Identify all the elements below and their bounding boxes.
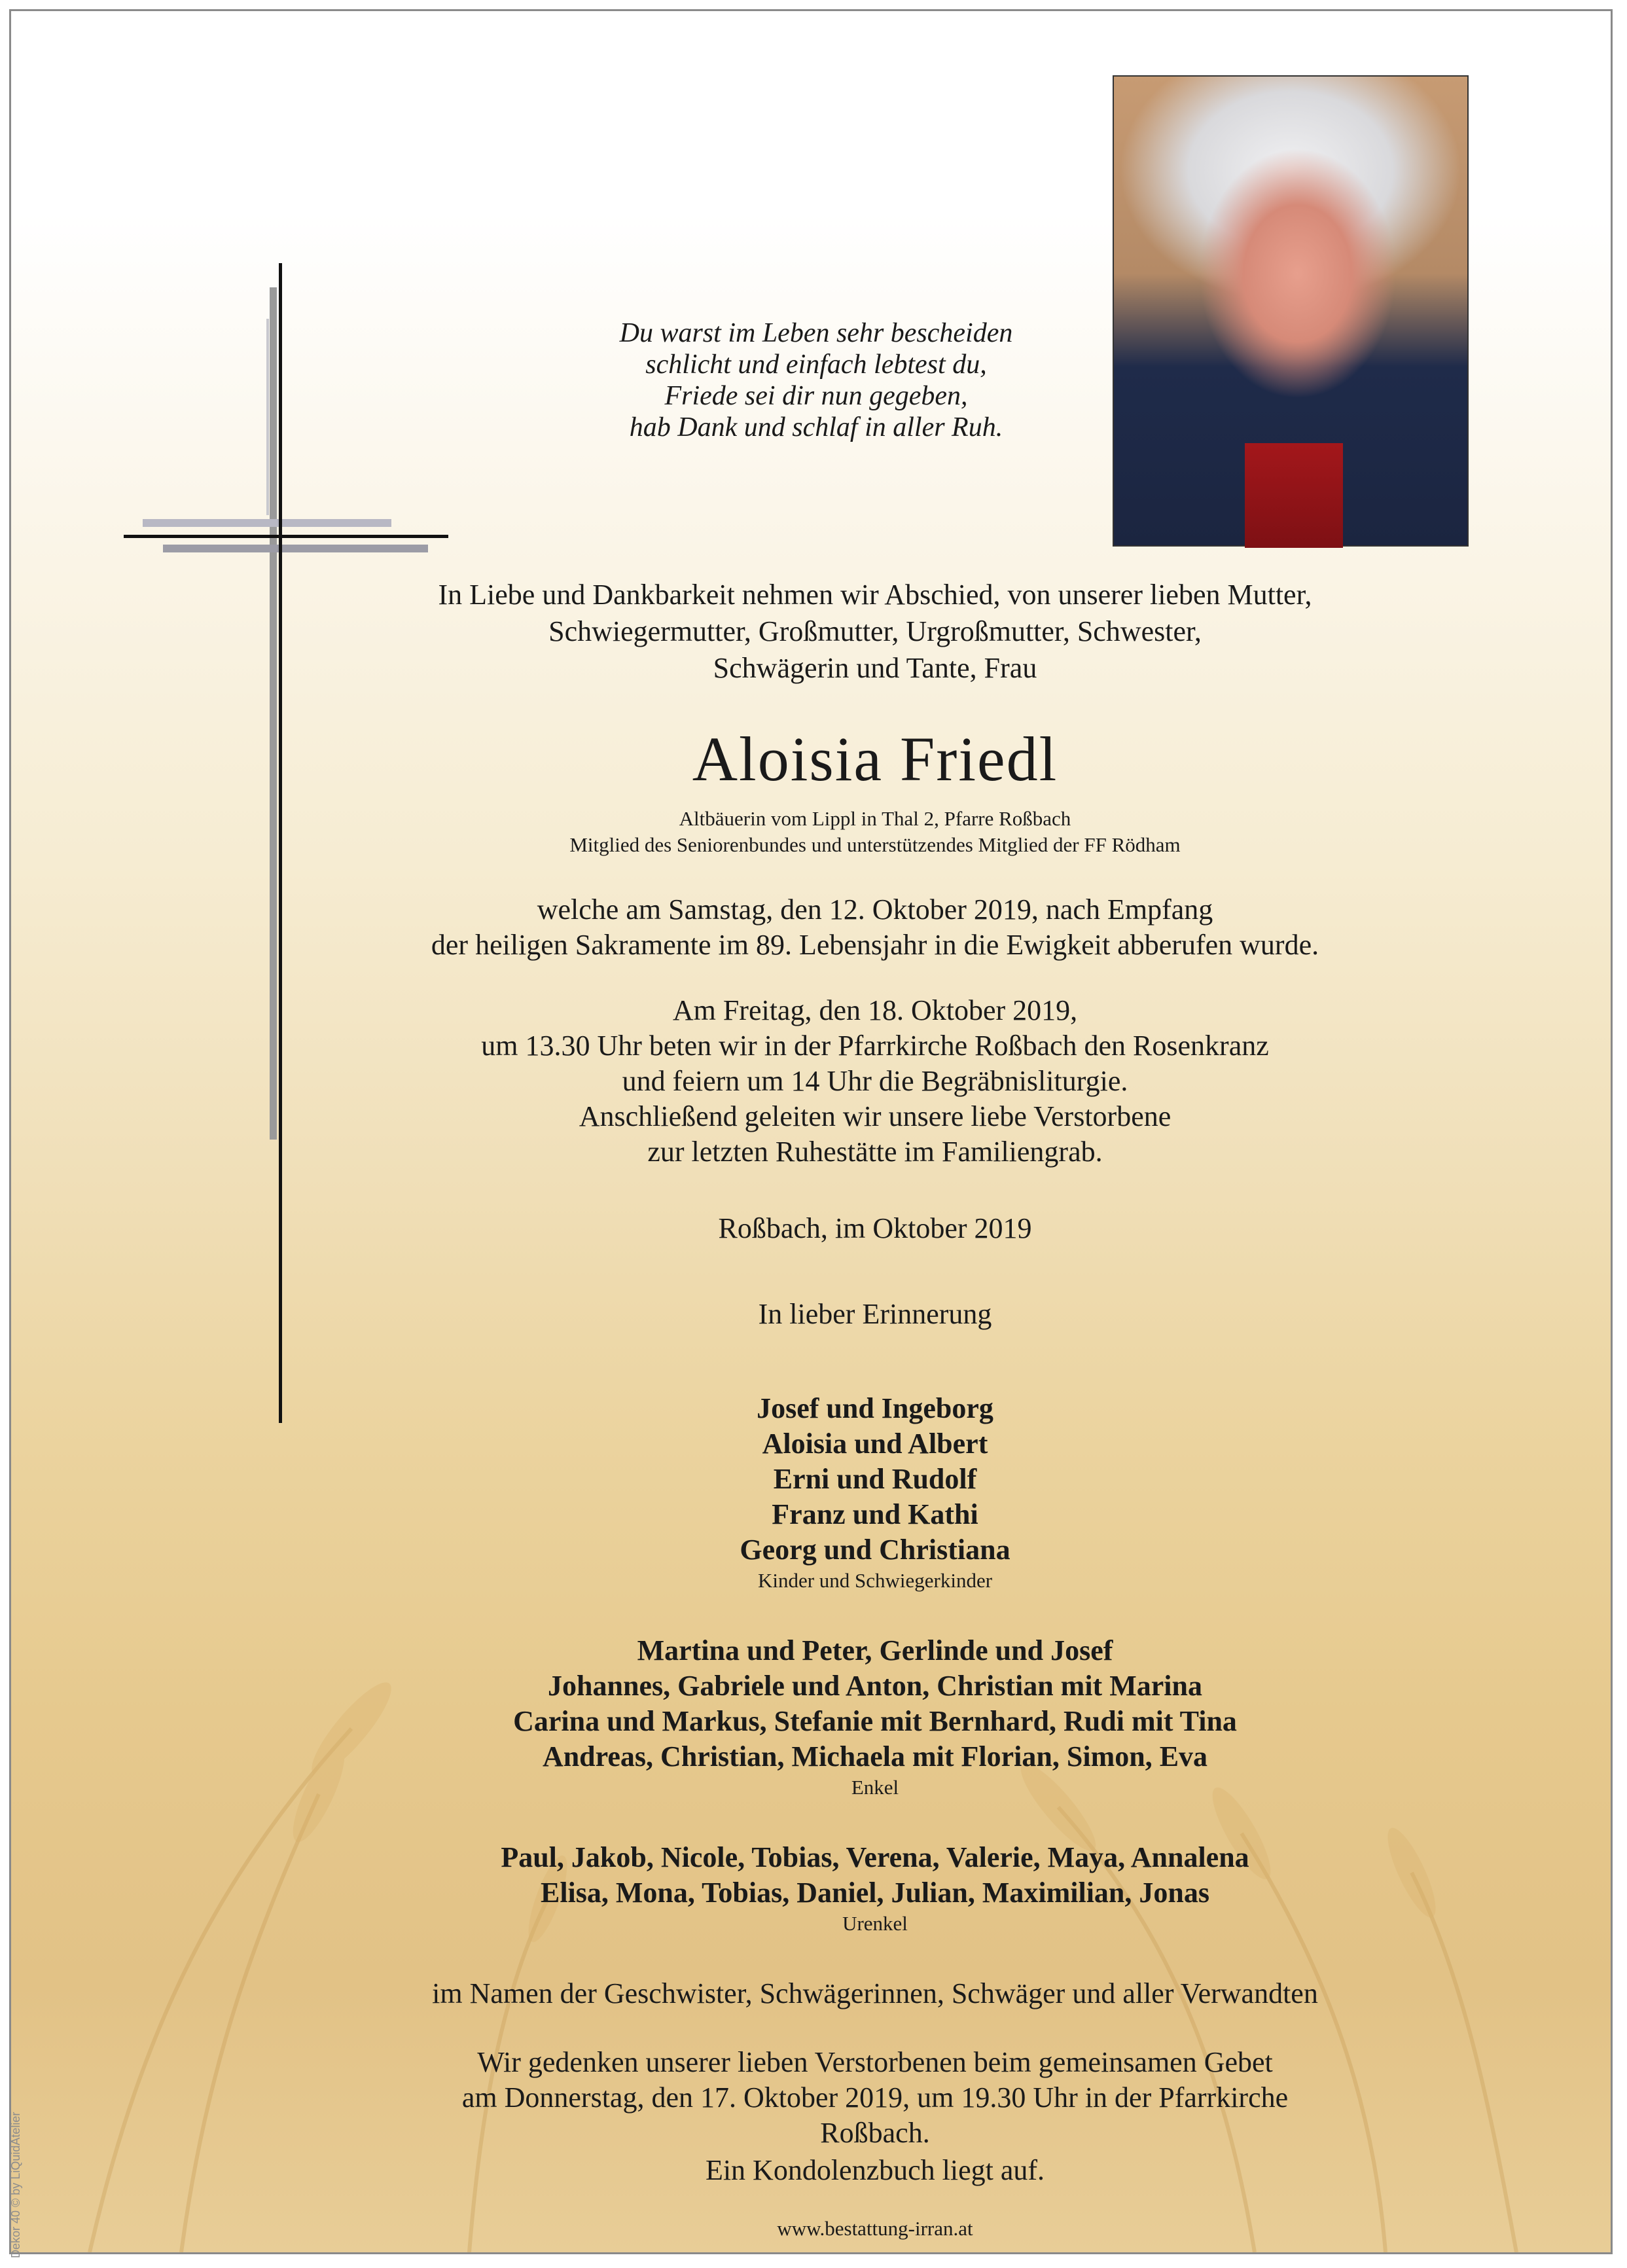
website-link[interactable]: www.bestattung-irran.at: [777, 2217, 973, 2240]
verse-line: schlicht und einfach lebtest du,: [645, 350, 987, 380]
deceased-subtitle: [404, 806, 1346, 858]
subtitle-line: Mitglied des Seniorenbundes und unterstützendes Mitglied der FF Rödham: [569, 833, 1181, 856]
funeral-line: und feiern um 14 Uhr die Begräbnisliturgie.: [622, 1065, 1128, 1097]
family-names: Aloisia und Albert: [762, 1428, 988, 1460]
condolence-note: Ein Kondolenzbuch liegt auf.: [705, 2154, 1045, 2186]
grandchildren-list: [404, 1633, 1346, 1801]
intro-line: In Liebe und Dankbarkeit nehmen wir Abschied, von unserer lieben Mutter,: [438, 579, 1312, 611]
notice-line: der heiligen Sakramente im 89. Lebensjahr in die Ewigkeit abberufen wurde.: [431, 929, 1319, 961]
relation-label: Urenkel: [842, 1912, 908, 1935]
cross-shadow-horizontal-bottom: [163, 545, 428, 552]
family-names: Andreas, Christian, Michaela mit Florian, Simon, Eva: [542, 1740, 1208, 1773]
parte-sheet: [9, 9, 1613, 2254]
relation-label: Enkel: [851, 1776, 899, 1799]
notice-line: welche am Samstag, den 12. Oktober 2019, nach Empfang: [537, 893, 1213, 926]
cross-shadow-vertical: [270, 287, 277, 1140]
prayer-line: Wir gedenken unserer lieben Verstorbenen beim gemeinsamen Gebet: [477, 2046, 1273, 2078]
family-names: Franz und Kathi: [772, 1498, 978, 1530]
children-list: [404, 1391, 1346, 1594]
cross-shadow-accent: [266, 319, 269, 515]
funeral-line: zur letzten Ruhestätte im Familiengrab.: [647, 1136, 1103, 1168]
funeral-line: um 13.30 Uhr beten wir in der Pfarrkirche Roßbach den Rosenkranz: [481, 1030, 1269, 1062]
family-names: Josef und Ingeborg: [757, 1392, 993, 1424]
family-names: Carina und Markus, Stefanie mit Bernhard, Rudi mit Tina: [513, 1705, 1237, 1737]
family-names: Paul, Jakob, Nicole, Tobias, Verena, Valerie, Maya, Annalena: [501, 1841, 1249, 1873]
family-names: Elisa, Mona, Tobias, Daniel, Julian, Maximilian, Jonas: [540, 1877, 1209, 1909]
place-date: Roßbach, im Oktober 2019: [718, 1212, 1032, 1244]
memorial-verse: [522, 317, 1111, 443]
prayer-notice: [404, 2045, 1346, 2151]
family-names: Georg und Christiana: [740, 1534, 1010, 1566]
relation-label: Kinder und Schwiegerkinder: [757, 1569, 993, 1592]
cross-icon-horizontal: [124, 535, 448, 538]
verse-line: Du warst im Leben sehr bescheiden: [619, 318, 1013, 348]
family-names: Johannes, Gabriele und Anton, Christian mit Marina: [548, 1670, 1202, 1702]
cross-icon-vertical: [279, 263, 282, 1423]
siblings-line: im Namen der Geschwister, Schwägerinnen, Schwäger und aller Verwandten: [432, 1977, 1318, 2009]
deceased-name: Aloisia Friedl: [692, 724, 1058, 794]
intro-text: [404, 577, 1346, 687]
verse-line: Friede sei dir nun gegeben,: [664, 381, 968, 411]
death-notice: [404, 892, 1346, 963]
funeral-line: Anschließend geleiten wir unsere liebe Verstorbene: [579, 1100, 1171, 1132]
cross-shadow-horizontal-top: [143, 519, 391, 527]
funeral-line: Am Freitag, den 18. Oktober 2019,: [672, 994, 1078, 1026]
intro-line: Schwiegermutter, Großmutter, Urgroßmutter, Schwester,: [548, 615, 1202, 647]
prayer-line: am Donnerstag, den 17. Oktober 2019, um 19.30 Uhr in der Pfarrkirche Roßbach.: [461, 2081, 1289, 2149]
family-names: Martina und Peter, Gerlinde und Josef: [637, 1634, 1113, 1666]
portrait-photo: [1113, 75, 1469, 547]
funeral-details: [404, 993, 1346, 1170]
intro-line: Schwägerin und Tante, Frau: [713, 652, 1037, 684]
great-grandchildren-list: [404, 1840, 1346, 1937]
image-credit: Dekor 40 © by LiQuidAtelier: [9, 2112, 22, 2258]
family-names: Erni und Rudolf: [773, 1463, 977, 1495]
memory-line: In lieber Erinnerung: [758, 1298, 992, 1330]
verse-line: hab Dank und schlaf in aller Ruh.: [629, 412, 1003, 442]
subtitle-line: Altbäuerin vom Lippl in Thal 2, Pfarre Roßbach: [679, 807, 1071, 830]
